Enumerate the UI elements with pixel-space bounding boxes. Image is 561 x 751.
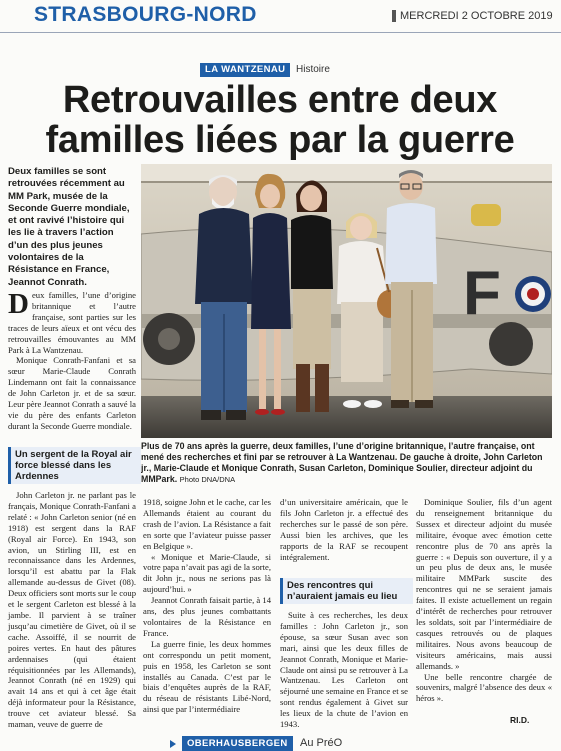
article-lede: Deux familles se sont retrouvées récemment au MM Park, musée de la Seconde Guerre mondiale, et ont ravivé l’histoire qui les lie à travers l’action d’un des plus jeunes volontaires de la Résistance en France, Jeannot Conrath. — [8, 166, 130, 288]
photo-caption — [141, 441, 552, 485]
issue-date: MERCREDI 2 OCTOBRE 2019 — [400, 10, 553, 22]
headline — [20, 80, 540, 160]
page-header — [0, 0, 561, 33]
column-3-paragraph-2: Suite à ces recherches, les deux familles : John Carleton jr., son épouse, sa sœur Susan avec son mari, ainsi que les deux filles de Jeannot Conrath, Monique et Marie-Claude ont ainsi pu se retrouver à La Wantzenau. Les Carleton ont séjourné une semaine en France et se sont rendus également à Givet sur les lieux de la chute de l’avion en 1943. — [280, 610, 408, 730]
caption-text: Plus de 70 ans après la guerre, deux familles, l’une d’origine britannique, l’autre française, ont mené des recherches et fini par se retrouver à La Wantzenau. De gauche à droite, John Carleton jr., Marie-Claude et Monique Conrath, Susan Carleton, Dominique Soulier, directeur adjoint du MMPark. — [141, 441, 543, 484]
column-2-paragraph-4: La guerre finie, les deux hommes ont correspondu un petit moment, puis en 1958, les Carleton se sont installés au Canada. C’est par le biais d’enquêtes auprès de la RAF, du réseau de résistants Libé-Nord, ainsi que par l’intermédiaire — [143, 638, 271, 715]
drop-cap: D — [8, 288, 29, 320]
date-marker — [392, 10, 396, 22]
column-2-paragraph-3: Jeannot Conrath faisait partie, à 14 ans, des plus jeunes combattants volontaires de la Résistance en France. — [143, 595, 271, 638]
author-signature: RI.D. — [510, 715, 530, 725]
photo-illustration — [141, 164, 552, 438]
column-1-paragraph: John Carleton jr. ne parlant pas le français, Monique Conrath-Fanfani a relaté : « John Carleton senior (né en 1918) est sergent dans la RAF (Royal air Force). En 1943, son avion, un Stirling III, est en reconnaissance dans les Ardennes, lorsqu’il est abattu par la Flak allemande au-dessus de Givet (08). Deux officiers sont morts sur le coup et le sergent Carleton est blessé à la jambe. Il parvient à se traîner jusqu’au cimetière de Givet, où il se cache. Assoiffé, il se nourrit de poires vertes. En haut des pâtures ardennaises (qui étaient réquisitionnées par les Allemands), Jeannot Conrath (né en 1929) qui avait 14 ans et qui à cet âge était déjà informateur pour la Résistance, trouve cet aviateur blessé. Sa maman, veuve de guerre de — [8, 490, 136, 730]
footer-arrow-icon — [170, 740, 176, 748]
column-2 — [143, 497, 271, 715]
footer-section-tag: OBERHAUSBERGEN — [182, 736, 293, 751]
column-3-paragraph-1: d’un universitaire américain, que le fils John Carleton jr. a effectué des recherches sur le passé de son père. Aussi bien les archives, que les rapports de la RAF se recoupent intégralement. — [280, 497, 408, 562]
column-4-paragraph-1: Dominique Soulier, fils d’un agent du renseignement britannique du Sussex et directeur adjoint du musée militaire, évoque avec émotion cette rencontre plus de 70 ans après la guerre : « Depuis son ouverture, il y a un peu plus de deux ans, le musée militaire MMPark suscite des rencontres qui ne se seraient jamais faites. Il existe actuellement un regain d’intérêt de recherches pour retrouver les soldats, soit par l’intermédiaire de casques retrouvés ou de plaques militaires. Nous avons beaucoup de visiteurs américains, mais aussi allemands. » — [416, 497, 552, 671]
column-2-paragraph-2: « Monique et Marie-Claude, si votre papa n’avait pas agi de la sorte, dit John jr., nous ne serions pas là aujourd’hui. » — [143, 551, 271, 595]
headline-line-1: Retrouvailles entre deux — [62, 79, 498, 121]
intro-text — [8, 290, 136, 432]
column-4-paragraph-2: Une belle rencontre chargée de souvenirs, malgré l’absence des deux « héros ». — [416, 671, 552, 704]
column-3b — [280, 610, 408, 730]
section-title: STRASBOURG-NORD — [34, 3, 257, 26]
intro-paragraph-2: Monique Conrath-Fanfani et sa sœur Marie-Claude Conrath Lindemann ont fait la connaissance de John Carleton jr. et de sa sœur. Leur père Jeannot Conrath a sauvé la vie du père des enfants Carleton durant la Seconde Guerre mondiale. — [8, 355, 136, 431]
column-1 — [8, 490, 136, 730]
location-tag: LA WANTZENAU — [200, 63, 290, 77]
headline-line-2: familles liées par la guerre — [45, 119, 515, 161]
plane-marking: F — [463, 259, 501, 328]
intro-paragraph-1: eux familles, l’une d’origine britannique et l’autre française, sont parties sur les traces de leurs aïeux et ont vécu des retrouvailles émouvantes au MM Park à La Wantzenau. — [8, 290, 136, 355]
column-4 — [416, 497, 552, 704]
rubric-label: Histoire — [296, 64, 330, 75]
footer-teaser: Au PréO — [300, 737, 343, 749]
article-photo — [141, 164, 552, 438]
photo-credit: Photo DNA/DNA — [179, 475, 236, 484]
subhead-raf: Un sergent de la Royal air force blessé dans les Ardennes — [8, 447, 141, 484]
subhead-rencontres: Des rencontres qui n’auraient jamais eu lieu — [280, 578, 413, 604]
column-2-paragraph-1: 1918, soigne John et le cache, car les Allemands étaient au courant du crash de l’avion. La Résistance a fait en sorte que l’aviateur puisse passer en Belgique ». — [143, 497, 271, 551]
column-3 — [280, 497, 408, 562]
